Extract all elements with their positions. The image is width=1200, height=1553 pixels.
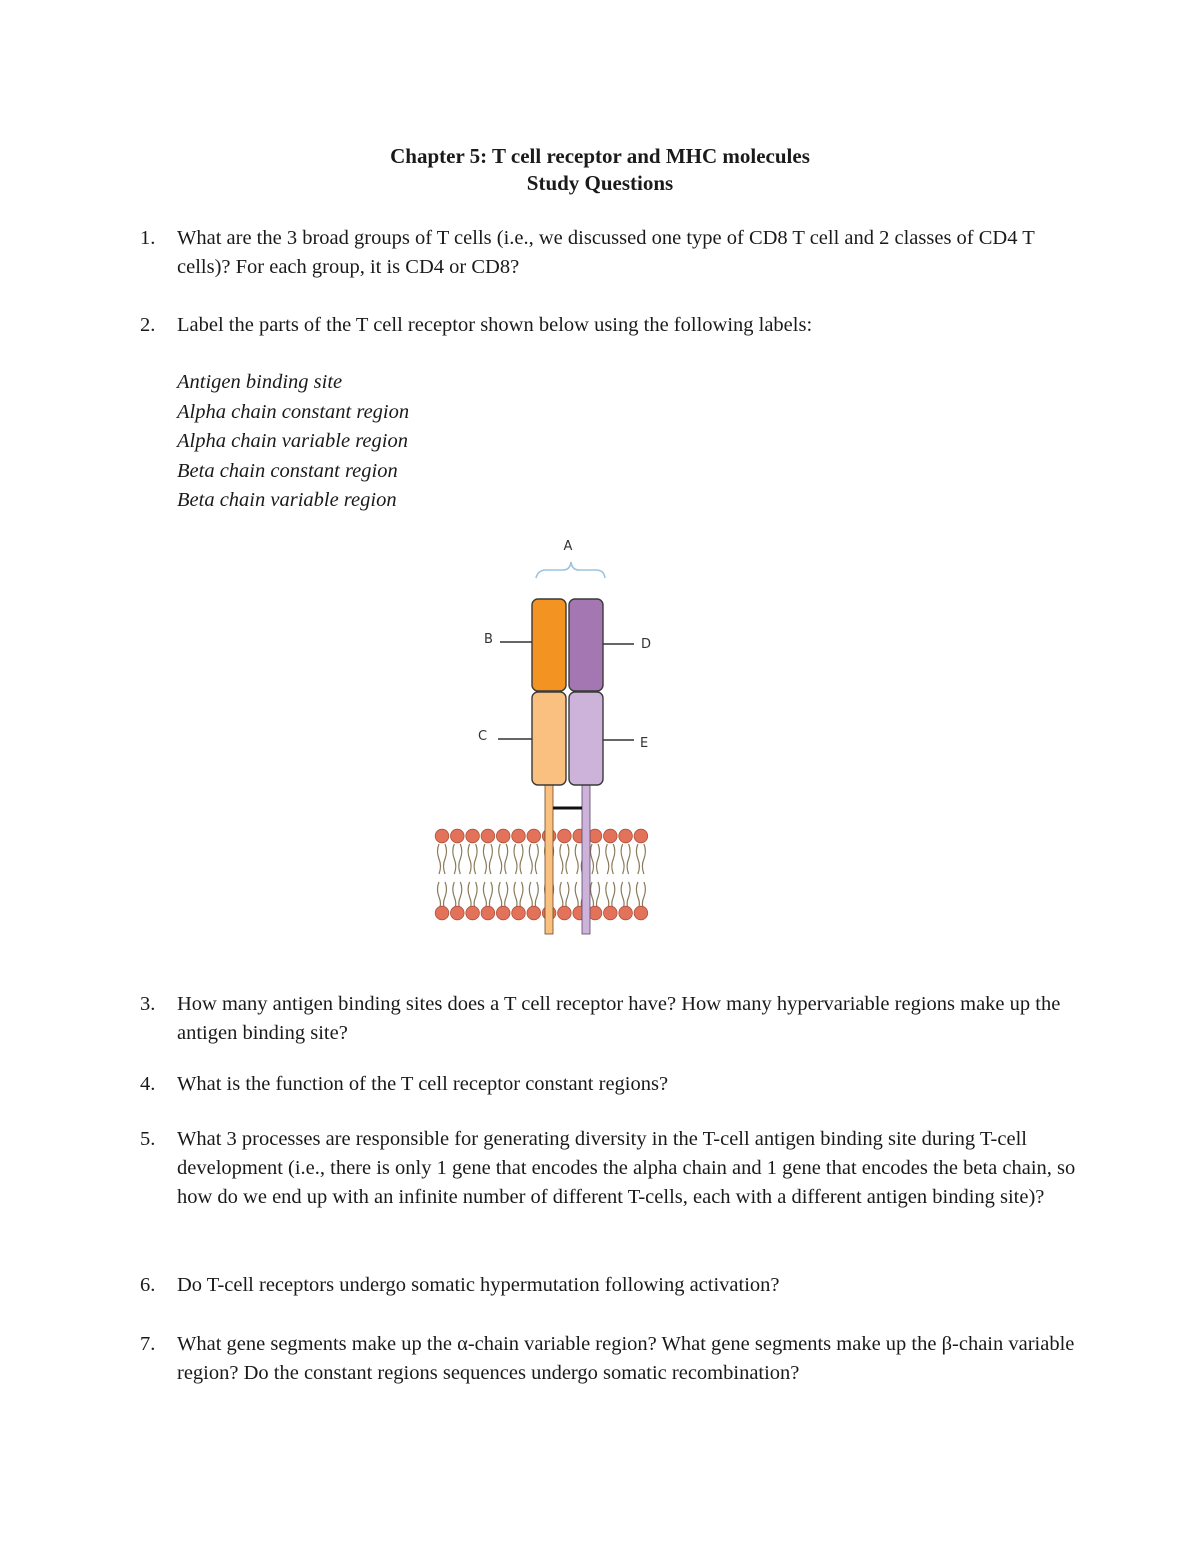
- lipid-tail: [474, 882, 477, 910]
- question-number: 7.: [140, 1333, 156, 1355]
- lipid-tail: [627, 882, 630, 910]
- lipid-tail: [560, 882, 563, 910]
- lipid-tail: [444, 844, 447, 874]
- beta-variable-domain: [569, 599, 603, 691]
- lipid-head: [451, 829, 465, 843]
- lipid-tail: [627, 844, 630, 874]
- antigen-site-bracket: [536, 562, 605, 578]
- tcr-diagram: [420, 530, 660, 940]
- question-4: [140, 1070, 1090, 1099]
- question-number: 2.: [140, 314, 156, 336]
- lipid-head: [451, 906, 465, 920]
- lipid-tail: [612, 844, 615, 874]
- label-letter-b: B: [484, 632, 493, 647]
- lipid-tail: [499, 882, 502, 910]
- question-6: [140, 1271, 1090, 1300]
- lipid-tail: [514, 844, 517, 874]
- lipid-tail: [489, 844, 492, 874]
- lipid-tail: [514, 882, 517, 910]
- lipid-head: [604, 906, 618, 920]
- lipid-head: [558, 829, 572, 843]
- lipid-tail: [468, 882, 471, 910]
- lipid-head: [512, 829, 526, 843]
- beta-constant-domain: [569, 692, 603, 785]
- lipid-tail: [459, 882, 462, 910]
- label-options-list: [177, 368, 409, 516]
- lipid-tail: [483, 844, 486, 874]
- lipid-tail: [575, 882, 578, 910]
- lipid-tail: [566, 844, 569, 874]
- lipid-tail: [535, 844, 538, 874]
- label-option: Antigen binding site: [177, 371, 343, 393]
- lipid-tail: [636, 882, 639, 910]
- lipid-head: [512, 906, 526, 920]
- lipid-tail: [505, 882, 508, 910]
- lipid-tail: [591, 844, 594, 874]
- lipid-head: [496, 829, 510, 843]
- question-7: [140, 1330, 1090, 1388]
- alpha-chain-stalk: [545, 784, 553, 934]
- lipid-tail: [642, 882, 645, 910]
- lipid-head: [466, 906, 480, 920]
- lipid-tail: [499, 844, 502, 874]
- question-text: Label the parts of the T cell receptor shown below using the following labels:: [177, 314, 813, 336]
- lipid-tail: [606, 882, 609, 910]
- lipid-tail: [444, 882, 447, 910]
- alpha-variable-domain: [532, 599, 566, 691]
- lipid-head: [619, 906, 633, 920]
- lipid-head: [634, 906, 648, 920]
- question-number: 5.: [140, 1128, 156, 1150]
- lipid-tail: [474, 844, 477, 874]
- lipid-head: [527, 906, 541, 920]
- lipid-tail: [520, 844, 523, 874]
- lipid-head: [604, 829, 618, 843]
- question-3: [140, 990, 1090, 1048]
- label-option: Beta chain variable region: [177, 489, 397, 511]
- lipid-tail: [621, 882, 624, 910]
- lipid-tail: [529, 844, 532, 874]
- label-letter-c: C: [478, 729, 488, 744]
- label-letter-e: E: [640, 736, 649, 751]
- question-number: 4.: [140, 1073, 156, 1095]
- lipid-tail: [483, 882, 486, 910]
- lipid-head: [435, 829, 449, 843]
- lipid-head: [496, 906, 510, 920]
- beta-chain-stalk: [582, 784, 590, 934]
- tcr-diagram-svg: [420, 530, 660, 940]
- lipid-tail: [535, 882, 538, 910]
- lipid-tail: [621, 844, 624, 874]
- question-2: [140, 311, 1090, 340]
- question-text: What gene segments make up the α-chain variable region? What gene segments make up the β-chain variable region? Do the constant regions sequences undergo somatic recombination?: [177, 1333, 1075, 1384]
- lipid-tail: [520, 882, 523, 910]
- lipid-tail: [489, 882, 492, 910]
- lipid-tail: [505, 844, 508, 874]
- label-option: Alpha chain variable region: [177, 430, 408, 452]
- lipid-tail: [459, 844, 462, 874]
- question-text: What 3 processes are responsible for generating diversity in the T-cell antigen binding site during T-cell development (i.e., there is only 1 gene that encodes the alpha chain and 1 gene that encodes the beta chain, so how do we end up with an infinite number of different T-cells, each with a different antigen binding site)?: [177, 1128, 1076, 1208]
- title-block: [0, 143, 1200, 197]
- lipid-head: [558, 906, 572, 920]
- question-number: 6.: [140, 1274, 156, 1296]
- lipid-tail: [575, 844, 578, 874]
- label-option: Alpha chain constant region: [177, 400, 410, 423]
- lipid-head: [481, 906, 495, 920]
- lipid-tail: [453, 882, 456, 910]
- lipid-head: [466, 829, 480, 843]
- label-option: Beta chain constant region: [177, 459, 398, 482]
- question-1: [140, 224, 1090, 282]
- lipid-head: [634, 829, 648, 843]
- cell-membrane: [435, 829, 648, 920]
- lipid-tail: [560, 844, 563, 874]
- question-number: 3.: [140, 993, 156, 1015]
- lipid-tail: [612, 882, 615, 910]
- question-text: What is the function of the T cell receptor constant regions?: [177, 1073, 669, 1095]
- label-letter-d: D: [641, 637, 652, 652]
- question-text: How many antigen binding sites does a T cell receptor have? How many hypervariable regions make up the antigen binding site?: [177, 993, 1061, 1044]
- lipid-tail: [642, 844, 645, 874]
- lipid-tail: [438, 882, 441, 910]
- lipid-tail: [566, 882, 569, 910]
- alpha-constant-domain: [532, 692, 566, 785]
- lipid-tail: [529, 882, 532, 910]
- question-text: What are the 3 broad groups of T cells (i.e., we discussed one type of CD8 T cell and 2 classes of CD4 T cells)? For each group, it is CD4 or CD8?: [177, 227, 1035, 278]
- lipid-tail: [468, 844, 471, 874]
- lipid-tail: [636, 844, 639, 874]
- lipid-tail: [597, 844, 600, 874]
- question-5: [140, 1125, 1090, 1212]
- lipid-tail: [591, 882, 594, 910]
- lipid-head: [435, 906, 449, 920]
- page-title: Chapter 5: T cell receptor and MHC molecules: [390, 144, 810, 168]
- page-subtitle: Study Questions: [526, 171, 674, 195]
- label-letter-a: A: [563, 539, 573, 554]
- question-text: Do T-cell receptors undergo somatic hypermutation following activation?: [177, 1274, 780, 1296]
- lipid-head: [481, 829, 495, 843]
- lipid-tail: [438, 844, 441, 874]
- lipid-head: [527, 829, 541, 843]
- lipid-head: [619, 829, 633, 843]
- lipid-tail: [606, 844, 609, 874]
- lipid-tail: [597, 882, 600, 910]
- lipid-tail: [453, 844, 456, 874]
- question-number: 1.: [140, 227, 156, 249]
